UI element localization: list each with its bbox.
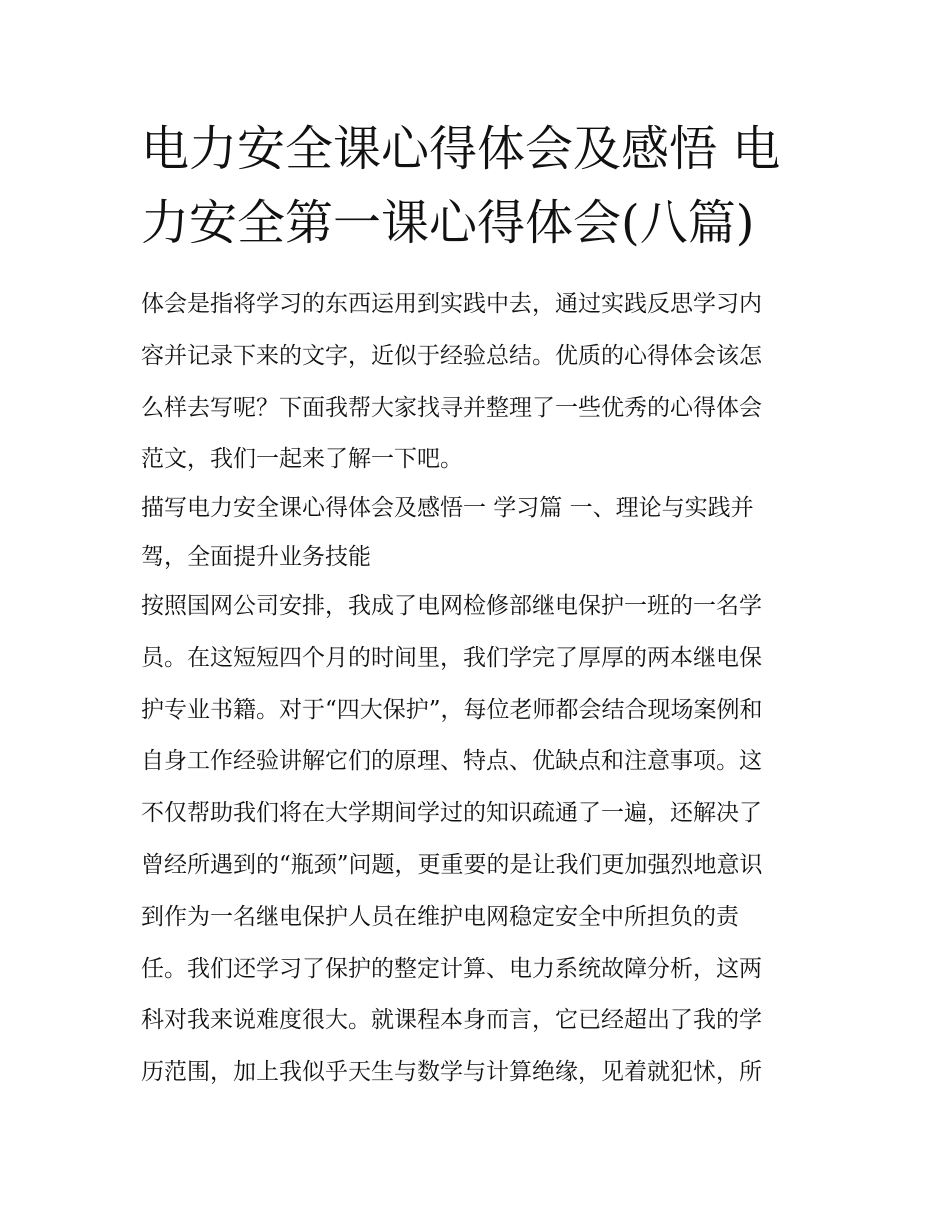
- document-title: [141, 112, 821, 260]
- text-line: 任。我们还学习了保护的整定计算、电力系统故障分析，这两: [141, 955, 762, 982]
- section-heading: [141, 484, 821, 582]
- text-line: 驾，全面提升业务技能: [141, 544, 371, 570]
- text-line: 护专业书籍。对于“四大保护”，每位老师都会结合现场案例和: [141, 696, 763, 723]
- text-line: 到作为一名继电保护人员在维护电网稳定安全中所担负的责: [141, 903, 739, 930]
- text-line: 按照国网公司安排，我成了电网检修部继电保护一班的一名学: [141, 593, 762, 619]
- title-line: 电力安全课心得体会及感悟 电: [141, 121, 781, 177]
- text-line: 员。在这短短四个月的时间里，我们学完了厚厚的两本继电保: [141, 644, 762, 671]
- text-line: 曾经所遇到的“瓶颈”问题，更重要的是让我们更加强烈地意识: [141, 851, 763, 878]
- text-line: 历范围，加上我似乎天生与数学与计算绝缘，见着就犯怵，所: [141, 1059, 762, 1086]
- text-line: 范文，我们一起来了解一下吧。: [141, 446, 463, 473]
- text-line: 容并记录下来的文字，近似于经验总结。优质的心得体会该怎: [141, 342, 762, 369]
- text-line: 描写电力安全课心得体会及感悟一 学习篇 一、理论与实践并: [141, 495, 754, 521]
- text-line: 么样去写呢？下面我帮大家找寻并整理了一些优秀的心得体会: [141, 394, 762, 421]
- text-line: 自身工作经验讲解它们的原理、特点、优缺点和注意事项。这: [141, 748, 762, 775]
- body-paragraph: [141, 581, 821, 1099]
- title-line: 力安全第一课心得体会(八篇): [141, 195, 755, 251]
- text-line: 体会是指将学习的东西运用到实践中去，通过实践反思学习内: [141, 291, 762, 317]
- intro-paragraph: [141, 279, 821, 486]
- text-line: 不仅帮助我们将在大学期间学过的知识疏通了一遍，还解决了: [141, 800, 762, 827]
- text-line: 科对我来说难度很大。就课程本身而言，它已经超出了我的学: [141, 1007, 762, 1034]
